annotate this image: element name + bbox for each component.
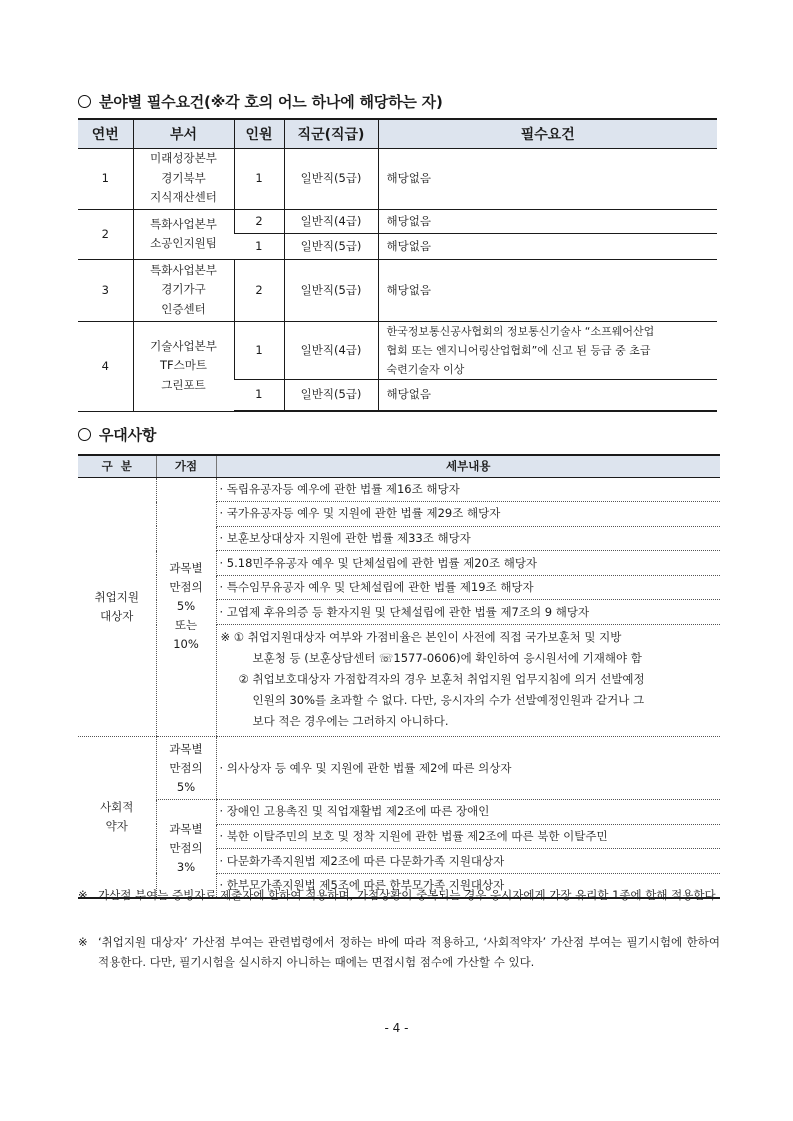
row-grade: 일반직(5급) xyxy=(284,148,378,209)
table-row xyxy=(78,800,720,825)
detail-item: · 국가유공자등 예우 및 지원에 관한 법률 제29조 해당자 xyxy=(216,502,720,527)
row-requirement: 한국정보통신공사협회의 정보통신기술사 “소프웨어산업 협회 또는 엔지니어링산업협회”에 신고 된 등급 중 초급 숙련기술자 이상 xyxy=(378,321,717,379)
header-grade: 직군(직급) xyxy=(284,119,378,148)
detail-item: · 보훈보상대상자 지원에 관한 법률 제33조 해당자 xyxy=(216,526,720,551)
row-requirement: 해당없음 xyxy=(378,209,717,233)
points-social-5: 과목별 만점의 5% xyxy=(156,737,216,800)
table-row xyxy=(78,148,717,209)
row-dept: 기술사업본부 TF스마트 그린포트 xyxy=(133,321,234,411)
header-details: 세부내용 xyxy=(216,455,720,477)
detail-item: · 특수임무유공자 예우 및 단체설립에 관한 법률 제19조 해당자 xyxy=(216,575,720,600)
header-count: 인원 xyxy=(234,119,284,148)
table-row xyxy=(78,209,717,233)
row-no: 2 xyxy=(78,209,133,259)
row-requirement: 해당없음 xyxy=(378,259,717,321)
row-count: 1 xyxy=(234,379,284,411)
footnote-1: ※ 가산점 부여는 증빙자료 제출자에 한하여 적용하며, 가점상황이 중복되는 경우 응시자에게 가장 유리한 1종에 한해 적용한다. xyxy=(78,885,720,905)
page-number: - 4 - xyxy=(384,1021,409,1035)
row-requirement: 해당없음 xyxy=(378,233,717,259)
detail-item: · 한부모가족지원법 제5조에 따른 한부모가족 지원대상자 xyxy=(216,873,720,898)
table-header-row xyxy=(78,119,717,148)
table-header-row xyxy=(78,455,720,477)
table-row xyxy=(78,259,717,321)
row-grade: 일반직(5급) xyxy=(284,259,378,321)
reference-mark: ※ xyxy=(78,888,88,902)
row-dept: 특화사업본부 소공인지원팀 xyxy=(133,209,234,259)
category-employment-support: 취업지원 대상자 xyxy=(78,477,156,737)
row-dept: 특화사업본부 경기가구 인증센터 xyxy=(133,259,234,321)
header-no: 연번 xyxy=(78,119,133,148)
row-no: 3 xyxy=(78,259,133,321)
row-requirement: 해당없음 xyxy=(378,379,717,411)
detail-item: · 장애인 고용촉진 및 직업재활법 제2조에 따른 장애인 xyxy=(216,800,720,825)
row-count: 2 xyxy=(234,259,284,321)
requirements-table xyxy=(78,118,717,412)
row-requirement: 해당없음 xyxy=(378,148,717,209)
row-grade: 일반직(4급) xyxy=(284,209,378,233)
detail-item: · 독립유공자등 예우에 관한 법률 제16조 해당자 xyxy=(216,477,720,502)
row-dept: 미래성장본부 경기북부 지식재산센터 xyxy=(133,148,234,209)
circle-bullet-icon xyxy=(78,95,91,108)
detail-item: · 고엽제 후유의증 등 환자지원 및 단체설립에 관한 법률 제7조의 9 해당자 xyxy=(216,600,720,625)
header-dept: 부서 xyxy=(133,119,234,148)
row-no: 4 xyxy=(78,321,133,411)
detail-item: · 의사상자 등 예우 및 지원에 관한 법률 제2에 따른 의상자 xyxy=(216,737,720,800)
section-title-preferences: 우대사항 xyxy=(78,424,156,445)
footnote-2: ※ ‘취업지원 대상자’ 가산점 부여는 관련법령에서 정하는 바에 따라 적용하고, ‘사회적약자’ 가산점 부여는 필기시험에 한하여 적용한다. 다만, 필기시험을 실시하지 아니하는 때에는 면접시험 점수에 가산할 수 있다. xyxy=(78,932,720,972)
header-requirement: 필수요건 xyxy=(378,119,717,148)
circle-bullet-icon xyxy=(78,428,91,441)
points-social-3: 과목별 만점의 3% xyxy=(156,800,216,898)
reference-mark: ※ xyxy=(78,935,88,949)
row-grade: 일반직(5급) xyxy=(284,379,378,411)
category-social-vulnerable: 사회적 약자 xyxy=(78,737,156,898)
row-no: 1 xyxy=(78,148,133,209)
detail-item: · 북한 이탈주민의 보호 및 정착 지원에 관한 법률 제2조에 따른 북한 이탈주민 xyxy=(216,824,720,849)
row-count: 1 xyxy=(234,148,284,209)
points-employment-support: 과목별 만점의 5% 또는 10% xyxy=(156,477,216,737)
section-title-requirements: 분야별 필수요건(※각 호의 어느 하나에 해당하는 자) xyxy=(78,91,443,112)
row-count: 2 xyxy=(234,209,284,233)
preferences-table xyxy=(78,454,720,899)
detail-item: · 5.18민주유공자 예우 및 단체설립에 관한 법률 제20조 해당자 xyxy=(216,551,720,576)
header-points: 가점 xyxy=(156,455,216,477)
row-count: 1 xyxy=(234,321,284,379)
table-row xyxy=(78,321,717,379)
table-row xyxy=(78,477,720,502)
detail-item: · 다문화가족지원법 제2조에 따른 다문화가족 지원대상자 xyxy=(216,849,720,874)
header-category: 구 분 xyxy=(78,455,156,477)
table-row xyxy=(78,737,720,800)
row-grade: 일반직(5급) xyxy=(284,233,378,259)
row-count: 1 xyxy=(234,233,284,259)
employment-support-note: ※ ① 취업지원대상자 여부와 가점비율은 본인이 사전에 직접 국가보훈처 및 지방 보훈청 등 (보훈상담센터 ☏1577-0606)에 확인하여 응시원서에 기재해야 함 ② 취업보호대상자 가점합격자의 경우 보훈처 취업지원 업무지침에 의거 선발예정 인원의 30%를 초과할 수 없다. 다만, 응시자의 수가 선발예정인원과 같거나 그 보다 적은 경우에는 그러하지 아니하다. xyxy=(216,625,720,737)
row-grade: 일반직(4급) xyxy=(284,321,378,379)
